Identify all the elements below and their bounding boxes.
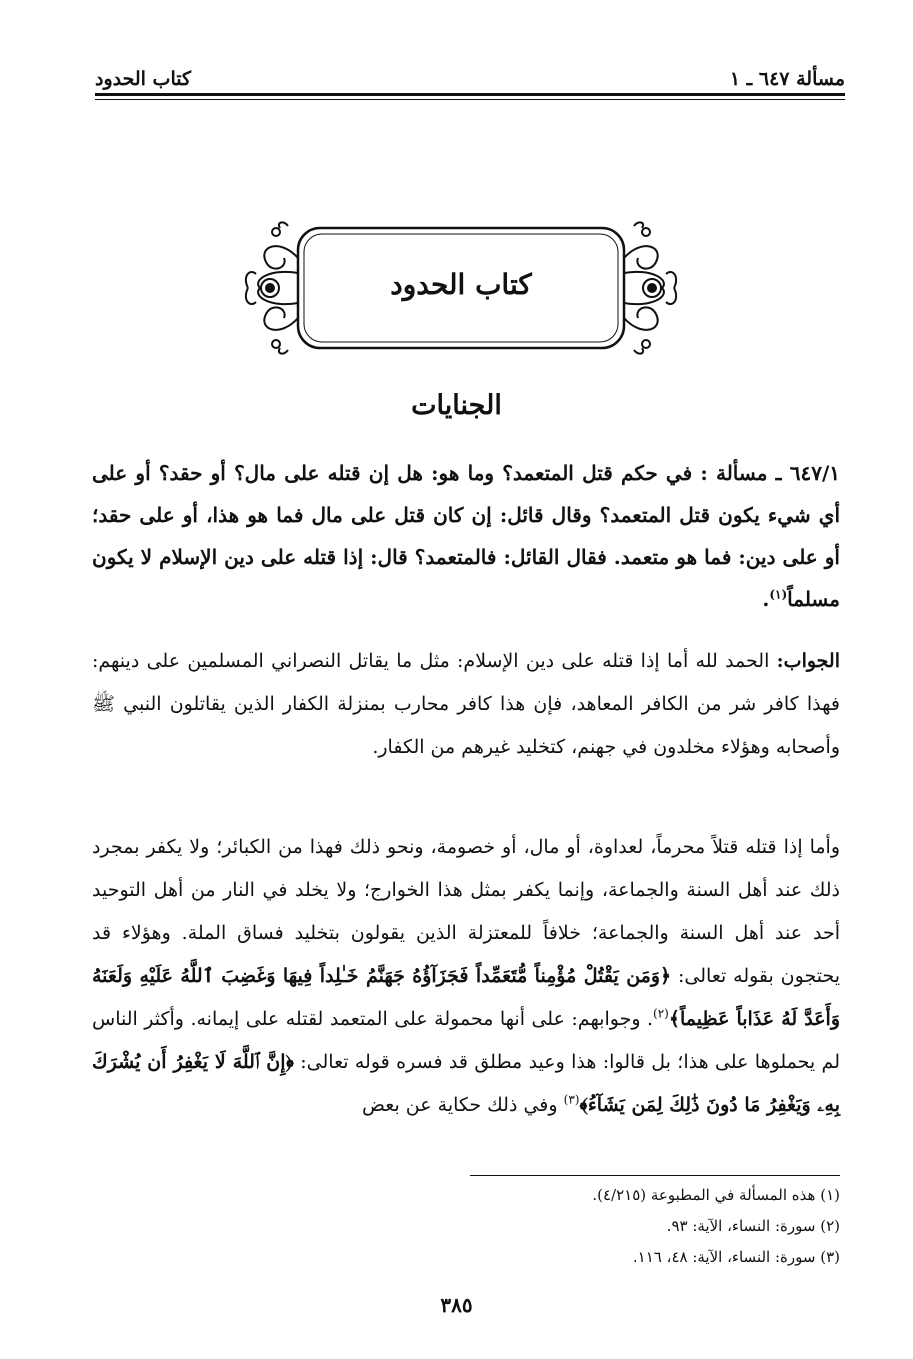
- chapter-title-frame: [240, 218, 682, 358]
- paragraph-part-1: وأما إذا قتله قتلاً محرماً، لعداوة، أو مال، أو خصومة، ونحو ذلك فهذا من الكبائر؛ ولا يكفر بمجرد ذلك عند أهل السنة والجماعة، وإنما يكفر بمثل هذا الخوارج؛ ولا يخلد في النار من أهل التوحيد أحد عند أهل السنة والجماعة؛ خلافاً للمعتزلة الذين يقولون بتخليد فساق الملة. وهؤلاء قد يحتجون بقوله تعالى:: [92, 836, 840, 987]
- header-rule-thin: [95, 99, 845, 100]
- footnote-1: (١) هذه المسألة في المطبوعة (٤/٢١٥).: [592, 1186, 840, 1204]
- paragraph-part-3: وفي ذلك حكاية عن بعض: [362, 1094, 558, 1116]
- footnote-2: (٢) سورة: النساء، الآية: ٩٣.: [666, 1217, 840, 1235]
- second-paragraph: [92, 826, 840, 1127]
- footnote-separator: [470, 1175, 840, 1176]
- footnotes: [92, 1180, 840, 1273]
- running-head: [95, 58, 845, 90]
- answer-label: الجواب:: [776, 650, 840, 672]
- question-paragraph: [92, 452, 840, 620]
- chapter-title: كتاب الحدود: [390, 268, 532, 301]
- question-text: في حكم قتل المتعمد؟ وما هو: هل إن قتله على مال؟ أو حقد؟ أو على أي شيء يكون قتل المتعمد؟ وقال قائل: إن كان قتل على مال فما هو هذا، أو على حقد؛ أو على دين: فما هو متعمد. فقال القائل: فالمتعمد؟ قال: إذا قتله على دين الإسلام لا يكون مسلماً: [92, 461, 840, 611]
- quran-verse-2: ﴿إِنَّ ٱللَّهَ لَا يَغْفِرُ أَن يُشْرَكَ بِهِۦ وَيَغْفِرُ مَا دُونَ ذَٰلِكَ لِمَن يَشَآءُ﴾: [92, 1051, 840, 1116]
- section-title: الجنايات: [411, 390, 502, 421]
- running-head-book: كتاب الحدود: [95, 68, 192, 90]
- question-number: ٦٤٧/١ ـ مسألة :: [700, 461, 840, 485]
- paragraph-part-2: . وجوابهم: على أنها محمولة على المتعمد لقتله على إيمانه. وأكثر الناس لم يحملوها على هذا؛ بل قالوا: هذا وعيد مطلق قد فسره قوله تعالى:: [92, 1008, 840, 1073]
- page-number: ٣٨٥: [440, 1293, 473, 1317]
- footnote-ref-1: (١): [769, 587, 788, 602]
- answer-text: الحمد لله أما إذا قتله على دين الإسلام: مثل ما يقاتل النصراني المسلمين على دينهم: فهذا كافر شر من الكافر المعاهد، فإن هذا كافر محارب بمنزلة الكفار الذين يقاتلون النبي ﷺ وأصحابه وهؤلاء مخلدون في جهنم، كتخليد غيرهم من الكفار.: [92, 650, 840, 758]
- quran-verse-1: ﴿وَمَن يَقْتُلْ مُؤْمِناً مُّتَعَمِّداً فَجَزَآؤُهُ جَهَنَّمُ خَـٰلِداً فِيهَا وَغَضِبَ ٱللَّهُ عَلَيْهِ وَلَعَنَهُ وَأَعَدَّ لَهُ عَذَاباً عَظِيماً﴾: [92, 965, 840, 1030]
- footnote-ref-2: (٢): [653, 1006, 669, 1021]
- answer-paragraph: [92, 640, 840, 769]
- footnote-ref-3: (٣): [563, 1092, 580, 1107]
- header-rule-thick: [95, 93, 845, 96]
- footnote-3: (٣) سورة: النساء، الآية: ٤٨، ١١٦.: [632, 1248, 840, 1266]
- question-end: .: [762, 587, 770, 611]
- running-head-issue: مسألة ٦٤٧ ـ ١: [729, 68, 845, 90]
